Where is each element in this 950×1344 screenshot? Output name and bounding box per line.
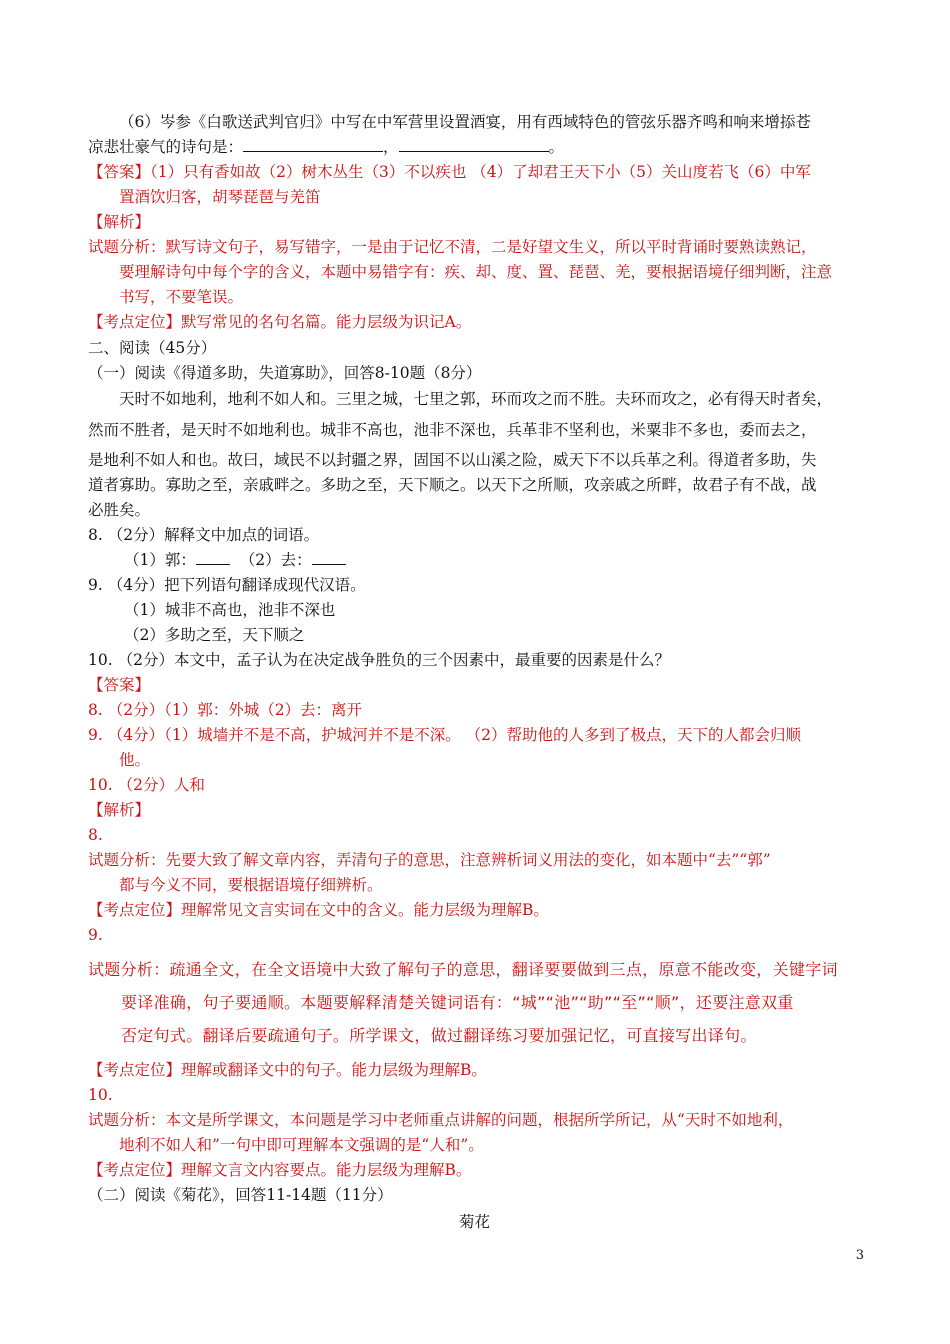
reading-1-title: （一）阅读《得道多助，失道寡助》，回答8-10题（8分）: [88, 364, 482, 382]
key-point-9: 【考点定位】理解或翻译文中的句子。能力层级为理解B。: [88, 1061, 487, 1079]
question-9: 9. （4分）把下列语句翻译成现代汉语。: [88, 576, 366, 594]
answer-blank-4: [312, 550, 346, 565]
answer-blank-2: [399, 137, 549, 152]
analysis-10-line2: 地利不如人和”一句中即可理解本文强调的是“人和”。: [119, 1136, 484, 1154]
analysis-9-number: 9.: [88, 926, 103, 944]
passage-line: 天时不如地利，地利不如人和。三里之城，七里之郭，环而攻之而不胜。夫环而攻之，必有得天时者矣，: [119, 390, 833, 408]
q6-line2: [88, 137, 564, 157]
q6-line1: （6）岑参《白歌送武判官归》中写在中军营里设置酒宴，用有西域特色的管弦乐器齐鸣和响来增掭苍: [119, 113, 811, 131]
question-8: 8. （2分）解释文中加点的词语。: [88, 526, 320, 544]
key-point-1: 【考点定位】默写常见的名句名篇。能力层级为识记A。: [88, 313, 472, 331]
answer-6-line1: 【答案】（1）只有香如故（2）树木丛生（3）不以疾也 （4）了却君王天下小（5）关山度若飞（6）中军: [88, 163, 811, 181]
analysis-8-line2: 都与今义不同，要根据语境仔细辨析。: [119, 876, 383, 894]
question-9-item-1: （1）城非不高也，池非不深也: [124, 601, 336, 619]
analysis-8-number: 8.: [88, 826, 103, 844]
analysis-9-line2: 要译准确，句子要通顺。本题要解释清楚关键词语有：“城”“池”“助”“至”“顺”，还要注意双重: [121, 993, 794, 1012]
page-number: 3: [855, 1248, 864, 1263]
answer-blank-1: [243, 137, 383, 152]
key-point-8: 【考点定位】理解常见文言实词在文中的含义。能力层级为理解B。: [88, 901, 549, 919]
analysis-heading: 【解析】: [88, 801, 151, 819]
question-10: 10. （2分）本文中，孟子认为在决定战争胜负的三个因素中，最重要的因素是什么？: [88, 651, 670, 669]
key-point-10: 【考点定位】理解文言文内容要点。能力层级为理解B。: [88, 1161, 472, 1179]
answer-8: 8. （2分）（1）郭：外城（2）去：离开: [88, 701, 363, 719]
q6-separator: ，: [383, 138, 399, 156]
analysis-1-line2: 要理解诗句中每个字的含义，本题中易错字有：疾、却、度、置、琵琶、羌，要根据语境仔细判断，注意: [119, 263, 833, 281]
passage-line: 道者寡助。寡助之至，亲戚畔之。多助之至，天下顺之。以天下之所顺，攻亲戚之所畔，故君子有不战，战: [88, 476, 817, 494]
answer-heading: 【答案】: [88, 676, 151, 694]
q6-end: 。: [548, 138, 565, 156]
answer-9-line2: 他。: [119, 751, 151, 769]
analysis-heading: 【解析】: [88, 213, 151, 231]
analysis-9-line3: 否定句式。翻译后要疏通句子。所学课文，做过翻译练习要加强记忆，可直接写出译句。: [121, 1026, 757, 1045]
analysis-8-line1: 试题分析：先要大致了解文章内容，弄清句子的意思，注意辨析词义用法的变化，如本题中“去”“郭”: [88, 851, 771, 869]
passage-line: 必胜矣。: [88, 501, 151, 519]
answer-10: 10. （2分）人和: [88, 776, 205, 794]
analysis-1-line3: 书写，不要笔误。: [119, 288, 244, 306]
answer-9-line1: 9. （4分）（1）城墙并不是不高，护城河并不是不深。 （2）帮助他的人多到了极点，天下的人都会归顺: [88, 726, 801, 744]
q8-item-2: （2）去：: [239, 551, 312, 569]
q6-prompt: 凉悲壮豪气的诗句是：: [88, 138, 244, 156]
question-8-items: [124, 550, 346, 570]
answer-6-line2: 置酒饮归客，胡琴琵琶与羌笛: [119, 188, 321, 206]
question-9-item-2: （2）多助之至，天下顺之: [124, 626, 305, 644]
poem-title: 菊花: [459, 1213, 491, 1231]
reading-2-title: （二）阅读《菊花》，回答11-14题（11分）: [88, 1186, 393, 1204]
analysis-9-line1: 试题分析：疏通全文，在全文语境中大致了解句子的意思，翻译要要做到三点，原意不能改变，关键字词: [88, 960, 838, 979]
analysis-1-line1: 试题分析：默写诗文句子，易写错字，一是由于记忆不清，二是好望文生义，所以平时背诵时要熟读熟记，: [88, 238, 817, 256]
section-title: 二、阅读（45分）: [88, 339, 217, 357]
q8-item-1: （1）郭：: [124, 551, 196, 569]
analysis-10-number: 10.: [88, 1086, 113, 1104]
passage-line: 是地利不如人和也。故曰，域民不以封疆之界，固国不以山溪之险，威天下不以兵革之利。得道者多助，失: [88, 451, 817, 469]
analysis-10-line1: 试题分析：本文是所学课文，本问题是学习中老师重点讲解的问题，根据所学所记，从“天时不如地利，: [88, 1111, 794, 1129]
answer-blank-3: [196, 550, 230, 565]
passage-line: 然而不胜者，是天时不如地利也。城非不高也，池非不深也，兵革非不坚利也，米粟非不多也，委而去之，: [88, 421, 817, 439]
